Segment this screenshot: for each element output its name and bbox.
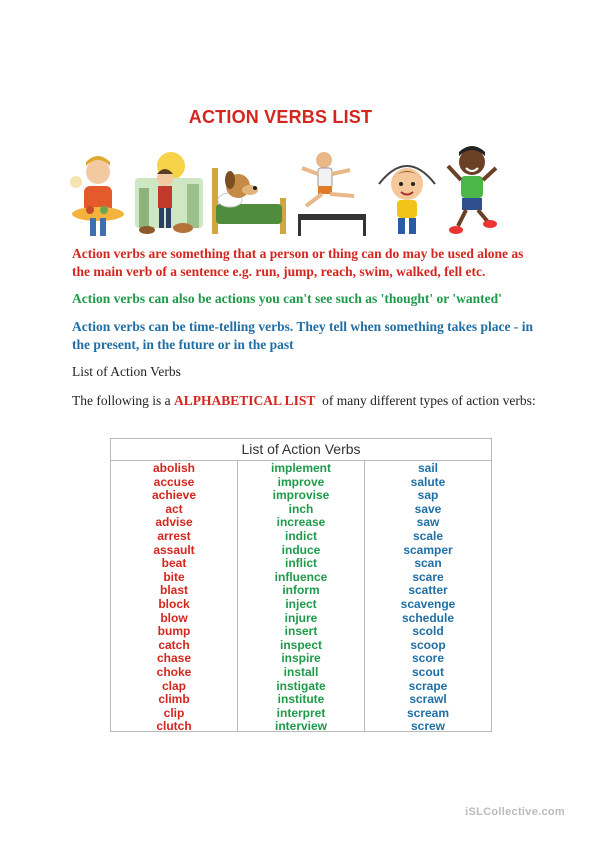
verb-cell: scatter: [408, 583, 448, 598]
verb-cell: interview: [274, 719, 328, 734]
verb-cell: bump: [157, 624, 191, 639]
verb-cell: blast: [159, 583, 188, 598]
verb-cell: climb: [158, 692, 190, 707]
verb-cell: scoop: [410, 637, 446, 652]
verb-cell: bite: [163, 569, 185, 584]
intro-paragraph: Action verbs are something that a person or thing can do may be used alone as the main verb of a sentence e.g. run, jump, reach, swim, walked, fell etc.: [72, 246, 524, 279]
verb-cell: salute: [410, 474, 446, 489]
child-eating-icon: [68, 152, 130, 238]
list-intro: [72, 392, 542, 410]
verb-cell: clip: [163, 705, 185, 720]
verb-cell: chase: [156, 651, 192, 666]
verb-cell: blow: [160, 610, 188, 625]
verb-cell: scrape: [408, 678, 448, 693]
verb-cell: scavenge: [400, 596, 456, 611]
verb-cell: inch: [288, 501, 314, 516]
verb-cell: score: [411, 651, 445, 666]
verb-cell: advise: [155, 515, 193, 530]
verb-cell: implement: [270, 461, 331, 475]
verb-cell: inspire: [281, 651, 321, 666]
list-heading: List of Action Verbs: [72, 364, 181, 379]
verb-cell: clap: [161, 678, 186, 693]
verb-cell: act: [165, 501, 183, 516]
verb-cell: inject: [285, 596, 317, 611]
verb-cell: accuse: [153, 474, 195, 489]
verb-cell: achieve: [151, 488, 197, 503]
verbs-column-a: [111, 461, 237, 732]
dog-in-bed-icon: [208, 154, 290, 238]
verb-cell: scale: [412, 528, 444, 543]
verbs-column-i: [237, 461, 364, 732]
table-header: List of Action Verbs: [111, 439, 491, 461]
verbs-column-s: [364, 461, 491, 732]
verb-cell: scold: [412, 624, 444, 639]
verb-cell: sap: [417, 488, 439, 503]
verb-cell: scream: [406, 705, 450, 720]
verb-cell: insert: [284, 624, 318, 639]
verb-cell: schedule: [401, 610, 455, 625]
verb-cell: improvise: [272, 488, 330, 503]
verb-cell: scout: [411, 664, 444, 679]
verb-cell: induce: [281, 542, 321, 557]
verb-cell: injure: [284, 610, 318, 625]
verb-cell: scamper: [403, 542, 453, 557]
verb-cell: clutch: [156, 719, 192, 734]
verb-cell: increase: [276, 515, 326, 530]
boy-jumping-icon: [444, 144, 500, 238]
time-telling-paragraph: Action verbs can be time-telling verbs. They tell when something takes place - in the present, in the future or in the past: [72, 319, 533, 352]
alphabetical-list-emphasis: ALPHABETICAL LIST: [173, 393, 316, 408]
verb-cell: block: [158, 596, 190, 611]
verb-cell: catch: [158, 637, 190, 652]
verb-cell: scrawl: [409, 692, 447, 707]
verb-cell: beat: [161, 556, 187, 571]
verb-cell: save: [414, 501, 442, 516]
verb-cell: saw: [416, 515, 440, 530]
verb-cell: scare: [412, 569, 444, 584]
verb-cell: inform: [282, 583, 320, 598]
verb-cell: choke: [156, 664, 192, 679]
verb-cell: influence: [274, 569, 328, 584]
illustration-strip: [68, 138, 500, 238]
verb-cell: inspect: [279, 637, 322, 652]
verb-cell: inflict: [285, 556, 317, 571]
verb-cell: institute: [277, 692, 325, 707]
verb-cell: sail: [417, 461, 438, 475]
man-hurdling-icon: [294, 148, 370, 238]
verb-cell: install: [283, 664, 319, 679]
list-intro-before: The following is a: [72, 393, 174, 408]
verb-cell: improve: [277, 474, 325, 489]
page-title: ACTION VERBS LIST: [188, 107, 373, 127]
verb-cell: arrest: [157, 528, 191, 543]
boy-jumping-rope-icon: [373, 154, 441, 238]
boy-walking-dogs-icon: [133, 148, 205, 238]
verb-cell: instigate: [276, 678, 326, 693]
verb-cell: screw: [410, 719, 446, 734]
verb-cell: assault: [153, 542, 195, 557]
verb-cell: indict: [285, 528, 317, 543]
watermark: iSLCollective.com: [465, 806, 565, 818]
verb-cell: interpret: [276, 705, 326, 720]
verb-cell: scan: [414, 556, 442, 571]
list-intro-after: of many different types of action verbs:: [315, 393, 536, 408]
verb-cell: abolish: [152, 461, 195, 475]
unseen-actions-paragraph: Action verbs can also be actions you can't see such as 'thought' or 'wanted': [72, 291, 502, 306]
action-verbs-table: [110, 438, 492, 732]
